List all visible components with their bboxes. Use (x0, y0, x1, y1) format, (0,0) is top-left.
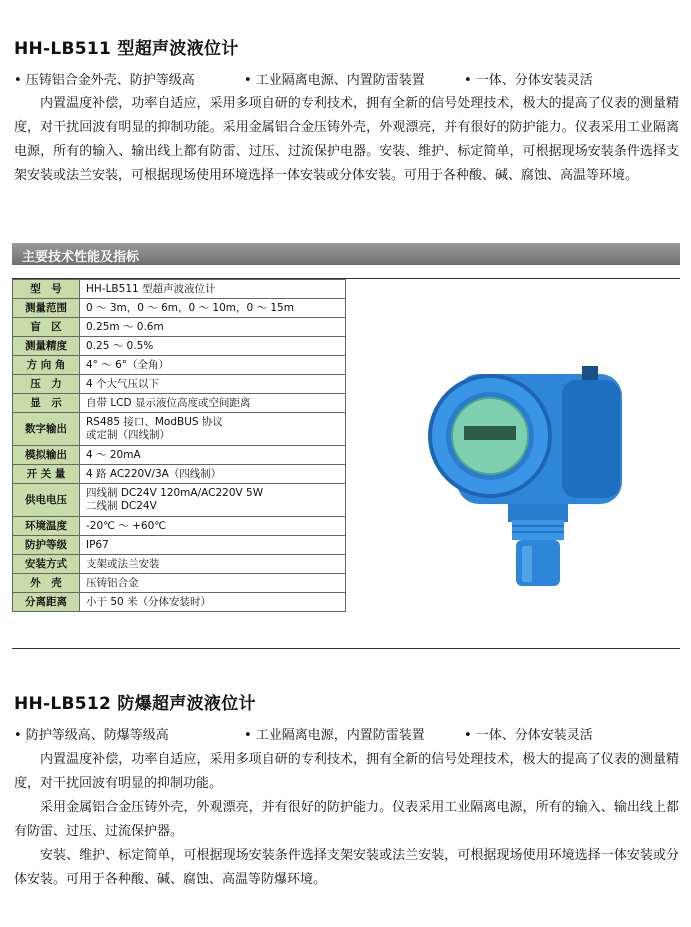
lcd-screen (464, 426, 516, 440)
product1-description-block (14, 92, 679, 188)
product2-title: HH-LB512 防爆超声波液位计 (14, 694, 256, 714)
spec-label: 压 力 (13, 375, 80, 394)
spec-value: 4 个大气压以下 (80, 375, 346, 394)
spec-label: 供电电压 (13, 484, 80, 517)
product2-feature-item: • 防护等级高、防爆等级高 (14, 728, 169, 743)
spec-label: 安装方式 (13, 555, 80, 574)
ultrasonic-level-meter-photo (412, 334, 642, 604)
spec-label: 防护等级 (13, 536, 80, 555)
spec-label: 方 向 角 (13, 356, 80, 375)
threaded-coupling (512, 520, 564, 540)
housing-side (562, 380, 620, 498)
spec-value-line: 二线制 DC24V (86, 500, 157, 512)
product2-paragraph: 内置温度补偿，功率自适应，采用多项自研的专利技术，拥有全新的信号处理技术，极大的提高了仪表的测量精度，对干扰回波有明显的抑制功能。 (14, 752, 679, 791)
spec-label: 外 壳 (13, 574, 80, 593)
table-row (13, 280, 346, 299)
spec-value: 支架或法兰安装 (80, 555, 346, 574)
product1-feature-item: • 一体、分体安装灵活 (464, 73, 593, 88)
product2-description-block (14, 748, 679, 892)
product1-feature-item: • 工业隔离电源、内置防雷装置 (244, 73, 425, 88)
table-row (13, 593, 346, 612)
specs-panel (12, 278, 680, 649)
table-row (13, 555, 346, 574)
spec-value: 4° ～ 6°（全角） (80, 356, 346, 375)
table-row (13, 465, 346, 484)
spec-value: 0 ～ 3m，0 ～ 6m，0 ～ 10m，0 ～ 15m (80, 299, 346, 318)
table-row (13, 394, 346, 413)
spec-label: 环境温度 (13, 517, 80, 536)
spec-label: 型 号 (13, 280, 80, 299)
product2-feature-item: • 一体、分体安装灵活 (464, 728, 593, 743)
spec-value: 4 路 AC220V/3A（四线制） (80, 465, 346, 484)
product2-feature-item: • 工业隔离电源，内置防雷装置 (244, 728, 425, 743)
spec-value-line: 四线制 DC24V 120mA/AC220V 5W (86, 487, 264, 499)
spec-value: 自带 LCD 显示液位高度或空间距离 (80, 394, 346, 413)
spec-label: 盲 区 (13, 318, 80, 337)
spec-value: 压铸铝合金 (80, 574, 346, 593)
product2-paragraph: 采用金属铝合金压铸外壳，外观漂亮，并有很好的防护能力。仪表采用工业隔离电源，所有的输入、输出线上都有防雷、过压、过流保护器。 (14, 800, 679, 839)
spec-label: 分离距离 (13, 593, 80, 612)
housing-neck (508, 504, 568, 522)
spec-label: 开 关 量 (13, 465, 80, 484)
spec-label: 数字输出 (13, 413, 80, 446)
spec-label: 测量精度 (13, 337, 80, 356)
spec-value-multiline (80, 413, 346, 446)
spec-value: IP67 (80, 536, 346, 555)
table-row (13, 484, 346, 517)
table-row (13, 356, 346, 375)
specs-section-title: 主要技术性能及指标 (22, 250, 140, 265)
spec-label: 测量范围 (13, 299, 80, 318)
spec-value: HH-LB511 型超声波液位计 (80, 280, 346, 299)
table-row (13, 574, 346, 593)
specs-section-header (12, 243, 680, 265)
table-row (13, 318, 346, 337)
specs-table (12, 279, 346, 612)
spec-value: 0.25 ～ 0.5% (80, 337, 346, 356)
table-row (13, 446, 346, 465)
table-row (13, 413, 346, 446)
spec-value: -20℃ ～ +60℃ (80, 517, 346, 536)
product2-paragraph: 安装、维护、标定简单，可根据现场安装条件选择支架安装或法兰安装，可根据现场使用环境选择一体安装或分体安装。可用于各种酸、碱、腐蚀、高温等防爆环境。 (14, 848, 679, 887)
spec-value: 0.25m ～ 0.6m (80, 318, 346, 337)
spec-value: 小于 50 米（分体安装时） (80, 593, 346, 612)
table-row (13, 536, 346, 555)
spec-value-line: RS485 接口、ModBUS 协议 (86, 416, 223, 428)
spec-value-line: 或定制（四线制） (86, 429, 170, 441)
product1-feature-list (14, 69, 684, 89)
product1-title: HH-LB511 型超声波液位计 (14, 39, 239, 59)
table-row (13, 299, 346, 318)
product2-feature-list (14, 724, 684, 744)
table-row (13, 517, 346, 536)
spec-label: 显 示 (13, 394, 80, 413)
spec-label: 模拟输出 (13, 446, 80, 465)
spec-value-multiline (80, 484, 346, 517)
product1-feature-item: • 压铸铝合金外壳、防护等级高 (14, 73, 195, 88)
product1-description: 内置温度补偿，功率自适应，采用多项自研的专利技术，拥有全新的信号处理技术，极大的提高了仪表的测量精度，对干扰回波有明显的抑制功能。采用金属铝合金压铸外壳，外观漂亮，并有很好的防护能力。仪表采用工业隔离电源，所有的输入、输出线上都有防雷、过压、过流保护电器。安装、维护、标定简单，可根据现场安装条件选择支架安装或法兰安装，可根据现场使用环境选择一体安装或分体安装。可用于各种酸、碱、腐蚀、高温等环境。 (14, 96, 679, 183)
table-row (13, 337, 346, 356)
table-row (13, 375, 346, 394)
spec-value: 4 ～ 20mA (80, 446, 346, 465)
cable-gland (582, 366, 598, 380)
